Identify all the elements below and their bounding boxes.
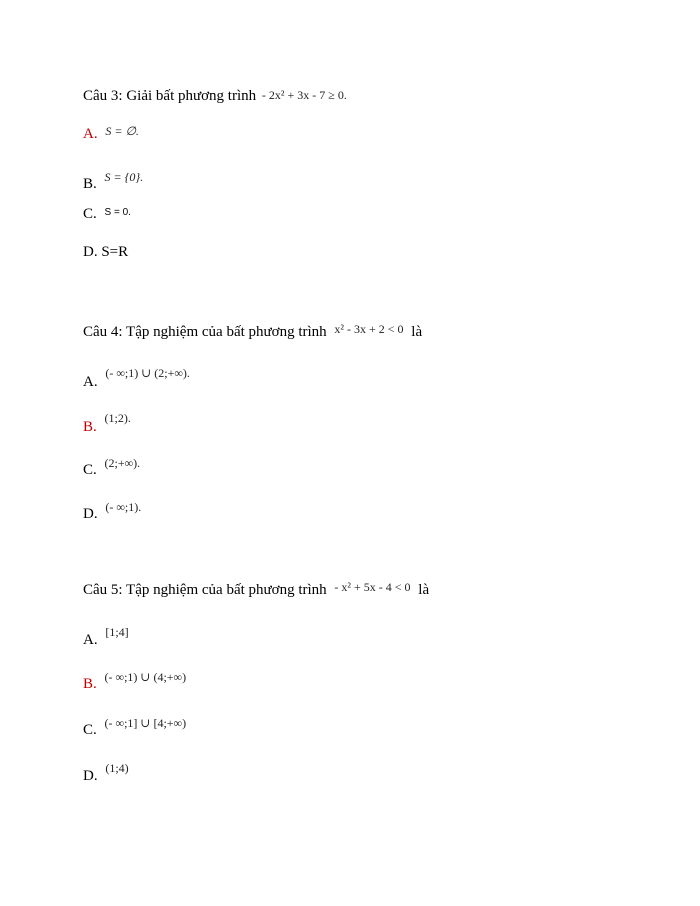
question-3-option-c — [83, 206, 131, 223]
question-5-stem — [83, 580, 429, 599]
question-3-option-d — [83, 244, 128, 261]
question-5-option-c — [83, 716, 186, 739]
option-label: A. — [83, 126, 98, 142]
option-value: S = {0}. — [104, 170, 144, 184]
option-label: D. — [83, 506, 98, 522]
option-label: A. — [83, 632, 98, 648]
question-tail-text: là — [418, 582, 430, 598]
option-value: [1;4] — [105, 625, 129, 639]
option-value: (1;4) — [105, 761, 129, 775]
option-value: (- ∞;1). — [105, 500, 142, 514]
option-value: (- ∞;1) ∪ (4;+∞) — [104, 670, 187, 684]
question-5-option-b — [83, 670, 186, 693]
question-3-option-a — [83, 124, 139, 143]
option-label: B. — [83, 419, 97, 435]
option-label: C. — [83, 462, 97, 478]
option-label: A. — [83, 374, 98, 390]
question-4-option-b — [83, 411, 131, 436]
option-label: B. — [83, 676, 97, 692]
option-label: B. — [83, 176, 97, 192]
question-4-option-c — [83, 456, 140, 479]
option-value: S = ∅. — [105, 124, 139, 138]
question-5-option-a — [83, 625, 129, 649]
option-label: D. — [83, 244, 98, 260]
question-5-option-d — [83, 761, 129, 785]
question-4-option-d — [83, 500, 141, 523]
question-4-option-a — [83, 366, 190, 391]
option-value: S=R — [101, 244, 129, 260]
question-tail-text: là — [411, 324, 423, 340]
option-label: C. — [83, 722, 97, 738]
option-label: D. — [83, 768, 98, 784]
question-stem-text: Câu 5: Tập nghiệm của bất phương trình — [83, 582, 327, 598]
question-stem-text: Câu 4: Tập nghiệm của bất phương trình — [83, 324, 327, 340]
question-expression: - 2x² + 3x - 7 ≥ 0. — [261, 88, 347, 102]
question-4-stem — [83, 322, 422, 341]
question-3-stem — [83, 88, 347, 105]
option-value: (1;2). — [104, 411, 131, 425]
option-label: C. — [83, 206, 97, 222]
option-value: (2;+∞). — [104, 456, 141, 470]
option-value: (- ∞;1) ∪ (2;+∞). — [105, 366, 190, 380]
question-stem-text: Câu 3: Giải bất phương trình — [83, 88, 257, 104]
question-expression: - x² + 5x - 4 < 0 — [334, 580, 411, 594]
question-expression: x² - 3x + 2 < 0 — [334, 322, 404, 336]
option-value: (- ∞;1] ∪ [4;+∞) — [104, 716, 187, 730]
option-value: S = 0. — [104, 207, 131, 218]
question-3-option-b — [83, 170, 143, 193]
